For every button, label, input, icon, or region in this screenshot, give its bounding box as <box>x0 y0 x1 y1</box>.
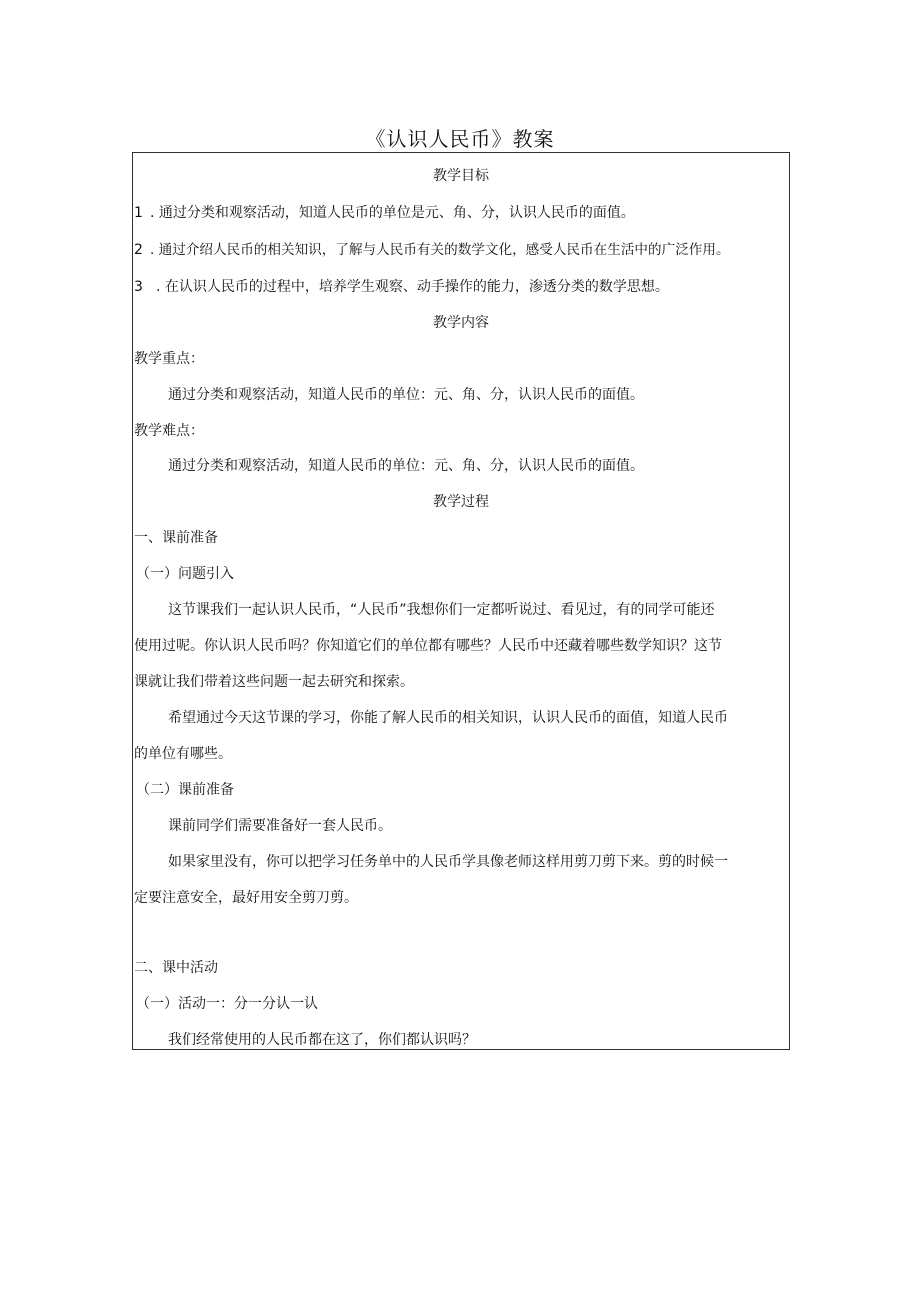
paragraph-1-line-2: 使用过呢。你认识人民币吗？你知道它们的单位都有哪些？人民币中还藏着哪些数学知识？这节 <box>134 638 722 654</box>
objective-3-text: . 在认识人民币的过程中，培养学生观察、动手操作的能力，渗透分类的数学思想。 <box>156 279 669 295</box>
objective-2-number: 2 <box>134 242 143 258</box>
objective-2-text: . 通过介绍人民币的相关知识，了解与人民币有关的数学文化，感受人民币在生活中的广泛作用。 <box>150 242 730 258</box>
subsection-question-intro: （一）问题引入 <box>136 566 234 582</box>
key-point-label: 教学重点： <box>134 351 204 367</box>
section-1-heading: 一、课前准备 <box>134 530 218 546</box>
key-point-text: 通过分类和观察活动，知道人民币的单位：元、角、分，认识人民币的面值。 <box>168 387 644 403</box>
objective-3-number: 3 <box>134 279 143 295</box>
paragraph-4-line-1: 如果家里没有，你可以把学习任务单中的人民币学具像老师这样用剪刀剪下来。剪的时候一 <box>168 854 728 870</box>
paragraph-5: 我们经常使用的人民币都在这了，你们都认识吗？ <box>168 1032 476 1048</box>
paragraph-2-line-1: 希望通过今天这节课的学习，你能了解人民币的相关知识，认识人民币的面值，知道人民币 <box>168 710 728 726</box>
paragraph-1-line-1: 这节课我们一起认识人民币，“人民币”我想你们一定都听说过、看见过，有的同学可能还 <box>168 602 715 618</box>
section-2-heading: 二、课中活动 <box>134 960 218 976</box>
paragraph-1-line-3: 课就让我们带着这些问题一起去研究和探索。 <box>134 674 414 690</box>
difficulty-label: 教学难点： <box>134 423 204 439</box>
objective-1-text: . 通过分类和观察活动，知道人民币的单位是元、角、分，认识人民币的面值。 <box>150 205 635 221</box>
subsection-preparation: （二）课前准备 <box>136 782 234 798</box>
paragraph-4-line-2: 定要注意安全，最好用安全剪刀剪。 <box>134 890 358 906</box>
document-title: 《认识人民币》教案 <box>365 127 555 151</box>
difficulty-text: 通过分类和观察活动，知道人民币的单位：元、角、分，认识人民币的面值。 <box>168 458 644 474</box>
objectives-heading: 教学目标 <box>433 168 489 184</box>
paragraph-3: 课前同学们需要准备好一套人民币。 <box>168 818 392 834</box>
objective-1-number: 1 <box>134 205 143 221</box>
subsection-activity-1: （一）活动一：分一分认一认 <box>136 996 318 1012</box>
content-heading: 教学内容 <box>433 315 489 331</box>
paragraph-2-line-2: 的单位有哪些。 <box>134 746 232 762</box>
process-heading: 教学过程 <box>433 494 489 510</box>
